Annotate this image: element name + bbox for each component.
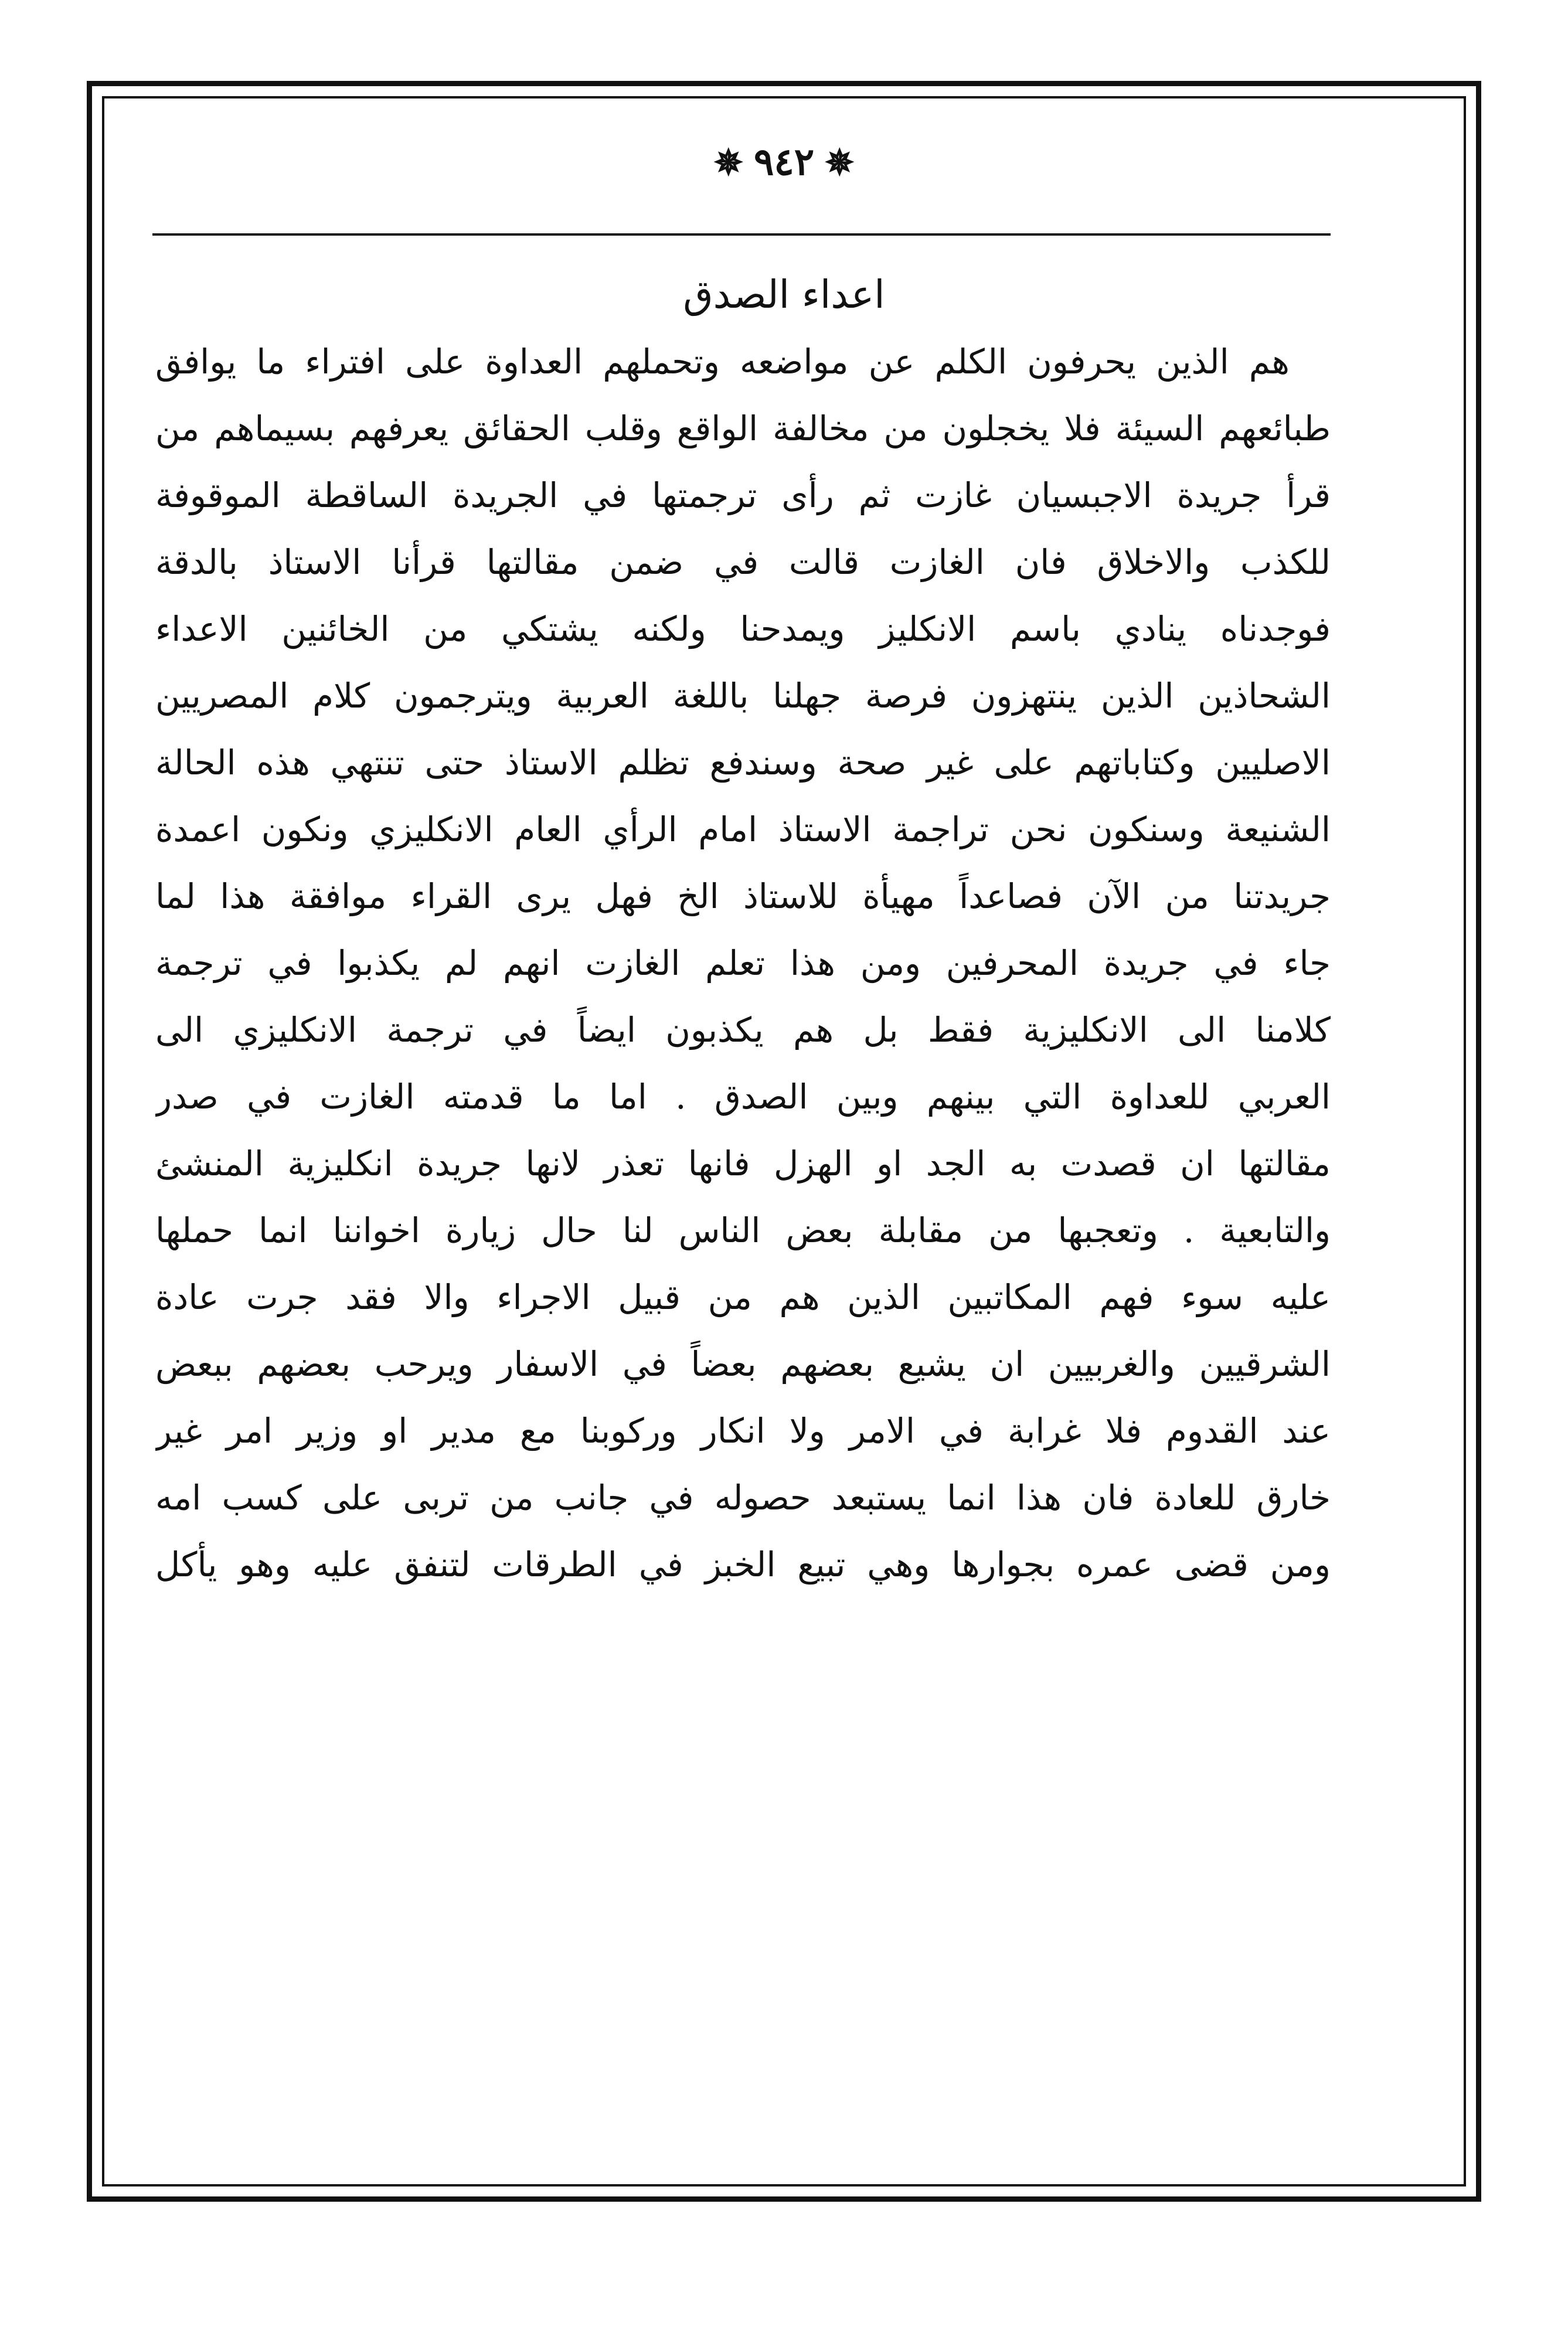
article-body [155, 328, 1331, 1598]
text-line: مقالتها ان قصدت به الجد او الهزل فانها تعذر لانها جريدة انكليزية المنشئ [155, 1144, 1331, 1184]
text-line: جاء في جريدة المحرفين ومن هذا تعلم الغازت انهم لم يكذبوا في ترجمة [155, 943, 1331, 983]
text-line: الاصليين وكتاباتهم على غير صحة وسندفع تظلم الاستاذ حتى تنتهي هذه الحالة [155, 743, 1331, 783]
page-number: ٩٤٢ [753, 140, 815, 184]
text-line: عند القدوم فلا غرابة في الامر ولا انكار وركوبنا مع مدير او وزير امر غير [155, 1411, 1331, 1451]
text-line: قرأ جريدة الاجبسيان غازت ثم رأى ترجمتها في الجريدة الساقطة الموقوفة [155, 475, 1331, 515]
star-ornament-icon: ✵ [713, 142, 743, 183]
text-line: الشحاذين الذين ينتهزون فرصة جهلنا باللغة العربية ويترجمون كلام المصريين [155, 676, 1331, 716]
article-title: اعداء الصدق [683, 272, 885, 317]
text-line: طبائعهم السيئة فلا يخجلون من مخالفة الواقع وقلب الحقائق يعرفهم بسيماهم من [155, 409, 1331, 448]
text-line: جريدتنا من الآن فصاعداً مهيأة للاستاذ الخ فهل يرى القراء موافقة هذا لما [155, 876, 1331, 916]
text-line: الشنيعة وسنكون نحن تراجمة الاستاذ امام الرأي العام الانكليزي ونكون اعمدة [155, 810, 1331, 849]
text-line: والتابعية . وتعجبها من مقابلة بعض الناس لنا حال زيارة اخواننا انما حملها [155, 1210, 1331, 1250]
text-line: عليه سوء فهم المكاتبين الذين هم من قبيل الاجراء والا فقد جرت عادة [155, 1277, 1331, 1317]
page-header [0, 136, 1568, 189]
text-line: العربي للعداوة التي بينهم وبين الصدق . اما ما قدمته الغازت في صدر [155, 1077, 1331, 1117]
text-line: كلامنا الى الانكليزية فقط بل هم يكذبون ايضاً في ترجمة الانكليزي الى [155, 1010, 1331, 1050]
star-ornament-icon: ✵ [825, 142, 855, 183]
header-divider [152, 233, 1331, 236]
text-line: ومن قضى عمره بجوارها وهي تبيع الخبز في الطرقات لتنفق عليه وهو يأكل [155, 1545, 1331, 1584]
text-line: خارق للعادة فان هذا انما يستبعد حصوله في جانب من تربى على كسب امه [155, 1478, 1331, 1518]
text-line: فوجدناه ينادي باسم الانكليز ويمدحنا ولكنه يشتكي من الخائنين الاعداء [155, 609, 1331, 649]
text-line: للكذب والاخلاق فان الغازت قالت في ضمن مقالتها قرأنا الاستاذ بالدقة [155, 542, 1331, 582]
text-line: الشرقيين والغربيين ان يشيع بعضهم بعضاً في الاسفار ويرحب بعضهم ببعض [155, 1344, 1331, 1384]
text-line: هم الذين يحرفون الكلم عن مواضعه وتحملهم العداوة على افتراء ما يوافق [155, 342, 1290, 382]
